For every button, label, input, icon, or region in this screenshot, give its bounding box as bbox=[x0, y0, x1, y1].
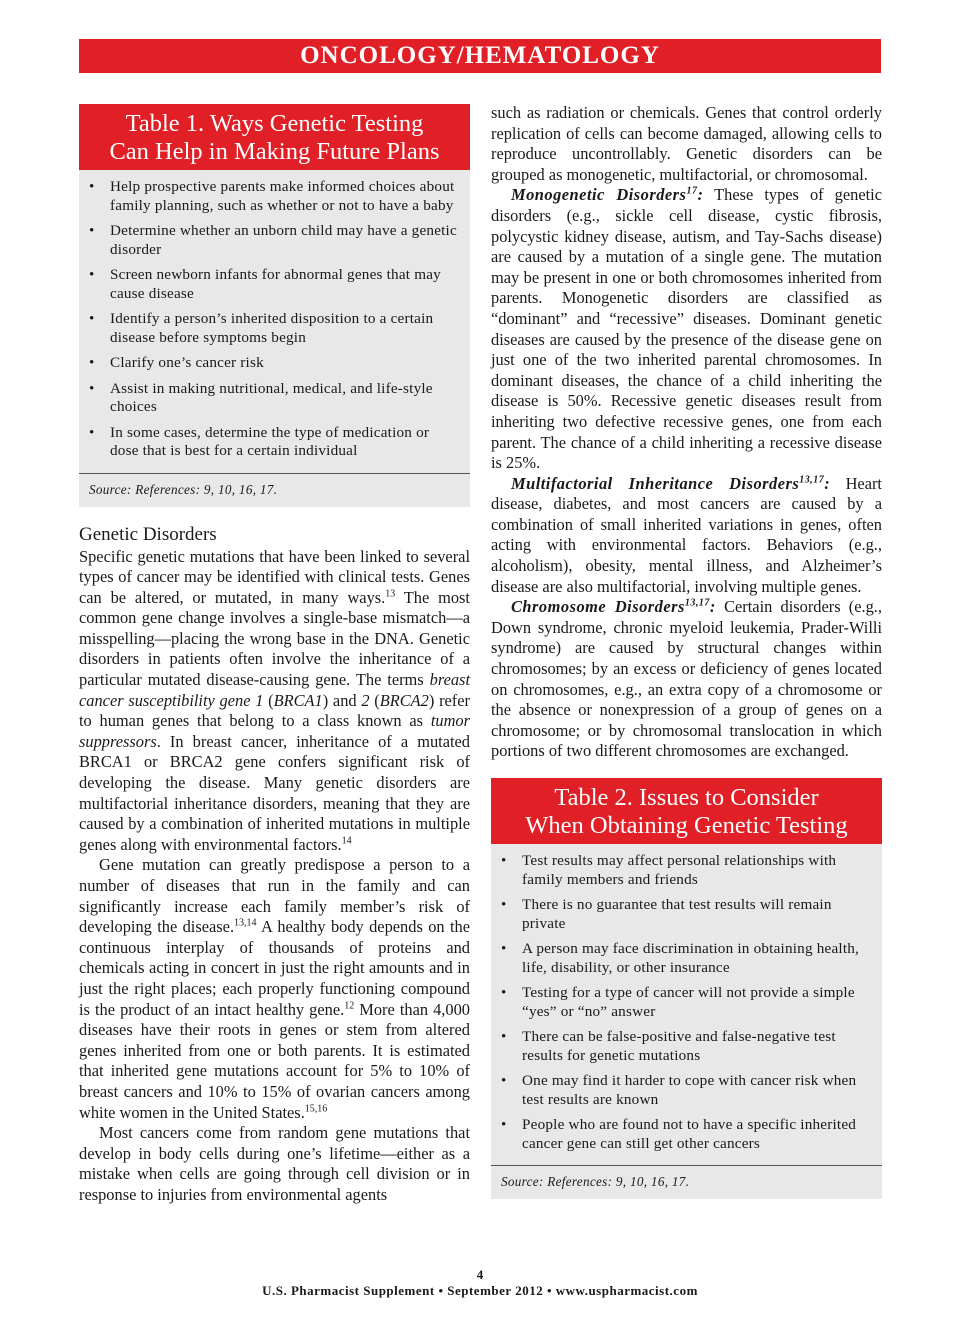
paragraph: Monogenetic Disorders$^{17}$: These types of genetic disorders (e.g., sickle cell disease, cystic fibrosis, polycystic kidney disease, autism, and Tay-Sachs disease) are caused by a mutation of a single gene. The mutation may be present in one or both chromosomes inherited from parents. Monogenetic disorders are classified as “dominant” and “recessive” diseases. Dominant genetic diseases are caused by the presence of the disease gene on just one of the two inherited parental chromosomes. In dominant diseases, the chance of a child inheriting the disease is 50%. Recessive genetic diseases result from inheriting two defective recessive genes, one from each parent. The chance of a child inheriting a recessive disease is 25%. bbox=[491, 185, 882, 473]
subheading: Multifactorial Inheritance Disorders bbox=[511, 473, 800, 493]
table2-title bbox=[491, 778, 882, 844]
page-number: 4 bbox=[476, 1267, 484, 1282]
list-item: • There is no guarantee that test results will remain private bbox=[501, 896, 832, 932]
paragraph: Chromosome Disorders$^{13,17}$: Certain disorders (e.g., Down syndrome, chronic myeloid leukemia, Prader-Willi syndrome) are caused by structural changes within chromosomes; by an excess or deficiency of genes located on chromosomes, e.g., an extra copy of a chromosome or the absence or nonexpression of a group of genes on a chromosome; or by chromosomal translocation in which portions of two different chromosomes are exchanged. bbox=[491, 597, 882, 761]
section-heading: Genetic Disorders bbox=[79, 523, 217, 545]
list-item: • Determine whether an unborn child may have a genetic disorder bbox=[89, 222, 457, 258]
paragraph: Gene mutation can greatly predispose a person to a number of diseases that run in the family and can significantly increase each family member’s risk of developing the disease.$^{13,14}$ A healthy body depends on the continuous interplay of thousands of proteins and chemicals acting in concert in just the right amounts and in just the right places; each properly functioning compound is the product of an intact healthy gene.$^{12}$ More than 4,000 diseases have their roots in genes or stem from altered genes inherited from one or both parents. It is estimated that inherited gene mutations account for 5% to 10% of breast cancers and 10% to 15% of ovarian cancers among white women in the United States.$^{15,16}$ bbox=[79, 855, 470, 1122]
table2-title-line2: When Obtaining Genetic Testing bbox=[525, 812, 848, 839]
list-item: • Testing for a type of cancer will not provide a simple “yes” or “no” answer bbox=[501, 984, 855, 1020]
list-item: • Help prospective parents make informed choices about family planning, such as whether or not to have a baby bbox=[89, 178, 455, 214]
list-item: • Screen newborn infants for abnormal genes that may cause disease bbox=[89, 266, 441, 302]
section-banner bbox=[79, 39, 881, 73]
bullet-icon: • bbox=[501, 984, 507, 1001]
subheading: Chromosome Disorders bbox=[511, 597, 685, 617]
bullet-icon: • bbox=[89, 423, 95, 441]
bullet-icon: • bbox=[89, 354, 95, 371]
table2-box bbox=[491, 778, 882, 1199]
list-item: • One may find it harder to cope with cancer risk when test results are known bbox=[501, 1072, 857, 1108]
table2-source: Source: References: 9, 10, 16, 17. bbox=[501, 1174, 690, 1189]
paragraph: Multifactorial Inheritance Disorders$^{13,17}$: Heart disease, diabetes, and most cancers are caused by a combination of small inherited variations in genes, often acting with environmental factors. Behaviors (e.g., alcoholism), obesity, mental illness, and Alzheimer’s disease are also multifactorial, involving multiple genes. bbox=[491, 473, 882, 596]
list-item: • Clarify one’s cancer risk bbox=[89, 354, 264, 371]
table1-box bbox=[79, 104, 470, 507]
list-item: • Test results may affect personal relationships with family members and friends bbox=[501, 852, 837, 888]
table1-title bbox=[79, 104, 470, 170]
bullet-icon: • bbox=[501, 852, 507, 869]
table2-list bbox=[491, 844, 882, 1162]
bullet-icon: • bbox=[501, 896, 507, 913]
table2-title-line1: Table 2. Issues to Consider bbox=[554, 784, 819, 811]
table1-source: Source: References: 9, 10, 16, 17. bbox=[89, 481, 278, 497]
section-title: ONCOLOGY/HEMATOLOGY bbox=[300, 42, 660, 69]
list-item: • There can be false-positive and false-negative test results for genetic mutations bbox=[501, 1028, 836, 1064]
paragraph: such as radiation or chemicals. Genes that control orderly replication of cells can become damaged, allowing cells to reproduce uncontrollably. Genetic disorders can be grouped as monogenetic, multifactorial, or chromosomal. bbox=[491, 103, 882, 184]
subheading: Monogenetic Disorders bbox=[511, 185, 687, 205]
table1-list bbox=[79, 170, 470, 470]
right-column bbox=[491, 103, 882, 1199]
bullet-icon: • bbox=[501, 940, 507, 957]
bullet-icon: • bbox=[501, 1116, 507, 1133]
table1-title-line1: Table 1. Ways Genetic Testing bbox=[125, 110, 424, 137]
list-item: • In some cases, determine the type of medication or dose that is best for a certain individual bbox=[89, 423, 430, 459]
bullet-icon: • bbox=[501, 1028, 507, 1045]
left-column bbox=[79, 104, 470, 1206]
list-item: • Identify a person’s inherited disposition to a certain disease before symptoms begin bbox=[89, 310, 434, 346]
list-item: • Assist in making nutritional, medical, and life-style choices bbox=[89, 379, 433, 415]
bullet-icon: • bbox=[89, 178, 95, 195]
bullet-icon: • bbox=[89, 379, 95, 397]
bullet-icon: • bbox=[89, 222, 95, 239]
publication-footer: U.S. Pharmacist Supplement • September 2012 • www.uspharmacist.com bbox=[262, 1283, 698, 1298]
paragraph: Specific genetic mutations that have been linked to several types of cancer may be identified with clinical tests. Genes can be altered, or mutated, in many ways.$^{13}$ The most common gene change involves a single-base mismatch—a misspelling—placing the wrong base in the DNA. Genetic disorders in patients often involve the inheritance of a particular mutated disease-causing gene. The terms breast cancer susceptibility gene 1 (BRCA1) and 2 (BRCA2) refer to human genes that belong to a class known as tumor suppressors. In breast cancer, inheritance of a mutated BRCA1 or BRCA2 gene confers significant risk of developing the disease. Many genetic disorders are multifactorial inheritance disorders, meaning that they are caused by a combination of inherited mutations in multiple genes along with environmental factors.$^{14}$ bbox=[79, 546, 470, 854]
list-item: • A person may face discrimination in obtaining health, life, disability, or other insurance bbox=[501, 940, 860, 976]
bullet-icon: • bbox=[89, 266, 95, 283]
bullet-icon: • bbox=[501, 1072, 507, 1089]
bullet-icon: • bbox=[89, 310, 95, 327]
table1-title-line2: Can Help in Making Future Plans bbox=[109, 138, 440, 165]
paragraph: Most cancers come from random gene mutations that develop in body cells during one’s lifetime—either as a mistake when cells are going through cell division or in response to injuries from environmental agents bbox=[79, 1123, 470, 1204]
list-item: • People who are found not to have a specific inherited cancer gene can still get other cancers bbox=[501, 1116, 857, 1152]
